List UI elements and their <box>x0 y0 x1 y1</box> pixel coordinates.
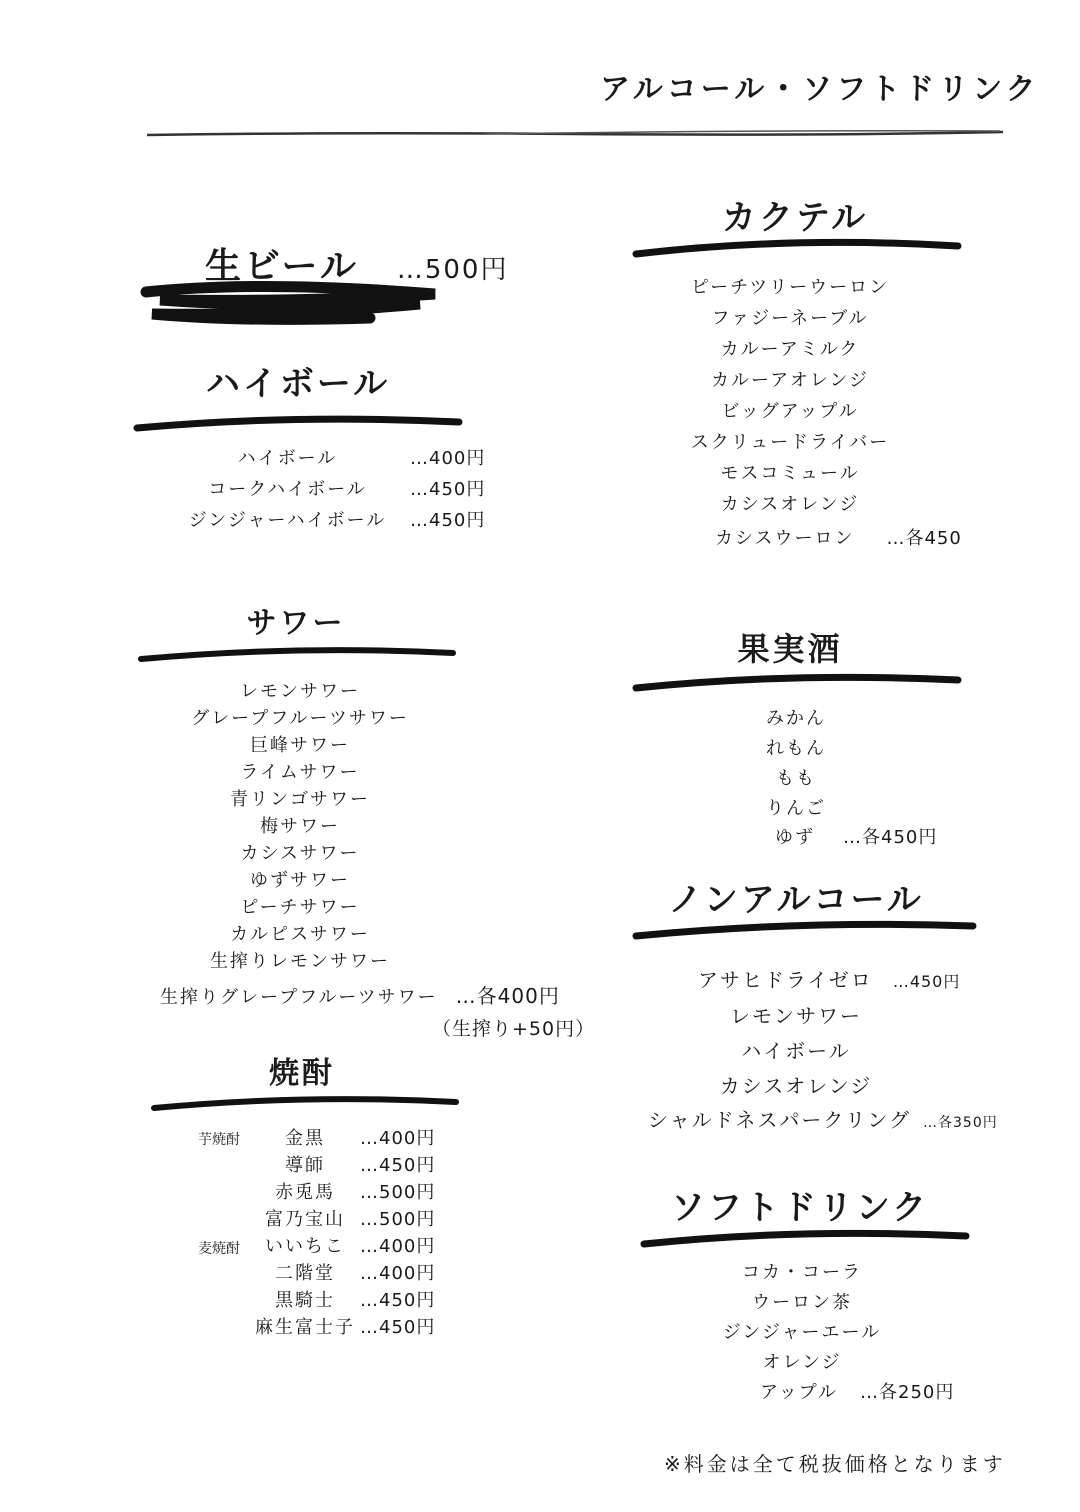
list-item: レモンサワー <box>730 1004 862 1028</box>
list-item: ジンジャーハイボール …450円 <box>188 510 486 531</box>
list-item: れもん <box>766 738 826 759</box>
list-item: カシスオレンジ <box>719 1074 873 1098</box>
list-item: ファジーネーブル <box>711 308 869 329</box>
non-alcohol-brush-stroke <box>632 916 977 942</box>
list-item: 梅サワー <box>259 816 340 837</box>
list-item: グレープフルーツサワー <box>191 708 409 729</box>
list-item: ハイボール <box>741 1039 851 1063</box>
soft-drink-list <box>723 1258 881 1378</box>
list-item: スクリュードライバー <box>690 432 890 453</box>
list-item: みかん <box>766 708 826 729</box>
beer-price: …500円 <box>396 255 509 285</box>
beer-heading: 生ビール <box>205 246 359 287</box>
list-item: 麻生富士子 …450円 <box>255 1317 436 1338</box>
fruit-liquor-brush-stroke <box>632 670 962 694</box>
sour-price: …各400円 <box>455 984 560 1008</box>
non-alcohol-last-row <box>648 1104 998 1133</box>
shochu-mugi-label: 麦焼酎 <box>198 1241 240 1257</box>
list-item: カシスオレンジ <box>720 494 860 515</box>
highball-list <box>165 444 515 537</box>
non-alcohol-first-row <box>698 964 960 993</box>
non-alcohol-first-price: …450円 <box>892 972 961 991</box>
sour-heading: サワー <box>246 606 346 641</box>
list-item: カルピスサワー <box>230 924 370 945</box>
shochu-list <box>250 1124 470 1340</box>
list-item: コークハイボール …450円 <box>208 479 486 500</box>
soft-drink-price: …各250円 <box>860 1382 955 1403</box>
sour-last-row <box>160 980 560 1009</box>
non-alcohol-list <box>720 1000 872 1105</box>
fruit-liquor-price: …各450円 <box>843 827 938 848</box>
shochu-brush-stroke <box>150 1092 460 1114</box>
list-item: コカ・コーラ <box>741 1262 862 1283</box>
list-item: 導師 …450円 <box>285 1155 436 1176</box>
sour-brush-stroke <box>137 643 457 665</box>
list-item: ゆず <box>775 827 815 848</box>
list-item: アップル <box>760 1382 839 1403</box>
cocktail-list <box>691 273 890 521</box>
list-item: 黒騎士 …450円 <box>275 1290 436 1311</box>
list-item: りんご <box>766 798 826 819</box>
highball-brush-stroke <box>133 410 463 434</box>
title-divider <box>145 126 1005 142</box>
shochu-heading: 焼酎 <box>269 1056 335 1091</box>
tax-footnote: ※料金は全て税抜価格となります <box>664 1452 1006 1476</box>
list-item: 富乃宝山 …500円 <box>265 1209 436 1230</box>
page-title: アルコール・ソフトドリンク <box>600 72 1040 107</box>
list-item: ビッグアップル <box>721 401 859 422</box>
cocktail-brush-stroke <box>632 234 962 260</box>
list-item: 巨峰サワー <box>249 735 350 756</box>
non-alcohol-heading: ノンアルコール <box>668 880 924 920</box>
list-item: レモンサワー <box>239 681 360 702</box>
fruit-liquor-list <box>766 704 826 824</box>
list-item: 青リンゴサワー <box>229 789 370 810</box>
list-item: 赤兎馬 …500円 <box>275 1182 436 1203</box>
highball-heading: ハイボール <box>205 364 391 404</box>
list-item: 生搾りレモンサワー <box>209 951 390 972</box>
sour-list <box>191 677 409 974</box>
list-item: カルーアオレンジ <box>710 370 870 391</box>
list-item: カシスサワー <box>240 843 360 864</box>
cocktail-last-row <box>715 524 962 550</box>
soft-drink-brush-stroke <box>640 1226 970 1250</box>
list-item: カシスウーロン <box>715 528 855 549</box>
shochu-imo-label: 芋焼酎 <box>198 1132 240 1148</box>
soft-drink-last-row <box>760 1378 954 1404</box>
non-alcohol-price: …各350円 <box>923 1115 998 1131</box>
list-item: ピーチツリーウーロン <box>690 277 890 298</box>
list-item: ライムサワー <box>240 762 360 783</box>
list-item: アサヒドライゼロ <box>698 968 873 992</box>
list-item: オレンジ <box>762 1352 842 1373</box>
list-item: ハイボール …400円 <box>237 448 486 469</box>
list-item: 二階堂 …400円 <box>275 1263 436 1284</box>
cocktail-price: …各450 <box>886 528 962 549</box>
list-item: いいちこ …400円 <box>265 1236 436 1257</box>
list-item: ゆずサワー <box>249 870 350 891</box>
list-item: 金黒 …400円 <box>285 1128 436 1149</box>
sour-note: （生搾り+50円） <box>432 1018 596 1040</box>
list-item: シャルドネスパークリング <box>648 1108 911 1132</box>
list-item: カルーアミルク <box>720 339 860 360</box>
list-item: ジンジャーエール <box>722 1322 882 1343</box>
list-item: ピーチサワー <box>240 897 360 918</box>
soft-drink-heading: ソフトドリンク <box>670 1188 930 1228</box>
fruit-liquor-last-row <box>775 823 937 849</box>
cocktail-heading: カクテル <box>721 198 869 238</box>
list-item: もも <box>776 768 816 789</box>
beer-brush-stroke <box>140 280 440 328</box>
list-item: ウーロン茶 <box>751 1292 852 1313</box>
fruit-liquor-heading: 果実酒 <box>737 630 843 668</box>
list-item: 生搾りグレープフルーツサワー <box>160 987 438 1008</box>
list-item: モスコミュール <box>720 463 860 484</box>
